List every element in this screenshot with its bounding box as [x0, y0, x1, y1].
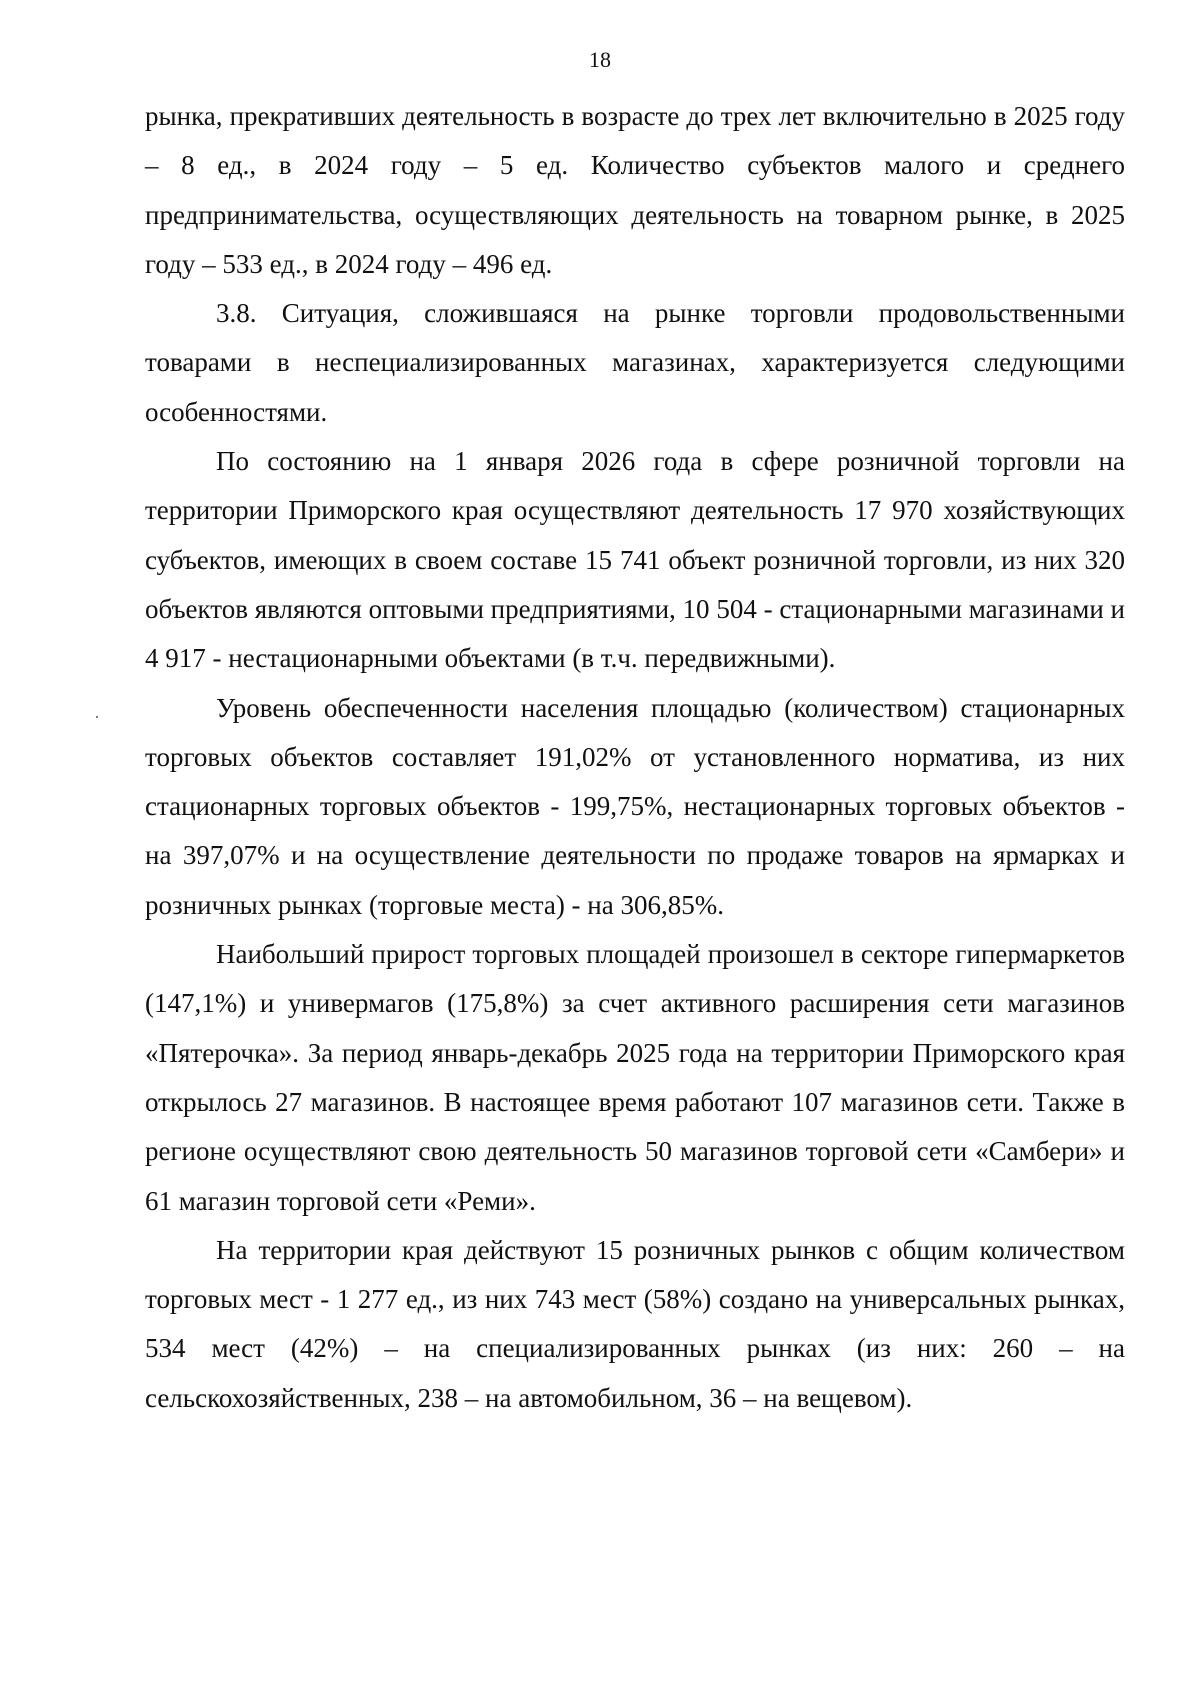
paragraph-provision-level: Уровень обеспеченности населения площадью (количеством) стационарных торговых объектов составляет 191,02% от установленного норматива, из них стационарных торговых объектов - 199,75%, нестационарных торговых объектов - на 397,07% и на осуществление деятельности по продаже товаров на ярмарках и розничных рынках (торговые места) - на 306,85%. [145, 692, 1125, 920]
paragraph-section-3-8: 3.8. Ситуация, сложившаяся на рынке торговли продовольственными товарами в неспециализированных магазинах, характеризуется следующими особенностями. [145, 298, 1125, 427]
scan-speck [96, 716, 98, 718]
paragraph-retail-markets: На территории края действуют 15 розничных рынков с общим количеством торговых мест - 1 277 ед., из них 743 мест (58%) создано на универсальных рынках, 534 мест (42%) – на специализированных рынках (из них: 260 – на сельскохозяйственных, 238 – на автомобильном, 36 – на вещевом). [145, 1234, 1125, 1413]
paragraph-retail-space-growth: Наибольший прирост торговых площадей произошел в секторе гипермаркетов (147,1%) и универмагов (175,8%) за счет активного расширения сети магазинов «Пятерочка». За период январь-декабрь 2025 года на территории Приморского края открылось 27 магазинов. В настоящее время работают 107 магазинов сети. Также в регионе осуществляют свою деятельность 50 магазинов торговой сети «Самбери» и 61 магазин торговой сети «Реми». [145, 939, 1125, 1216]
paragraph-continuation: рынка, прекративших деятельность в возрасте до трех лет включительно в 2025 году – 8 ед., в 2024 году – 5 ед. Количество субъектов малого и среднего предпринимательства, осуществляющих деятельность на товарном рынке, в 2025 году – 533 ед., в 2024 году – 496 ед. [145, 101, 1125, 279]
page-number: 18 [589, 47, 611, 72]
document-body [145, 92, 1125, 1423]
paragraph-retail-entities: По состоянию на 1 января 2026 года в сфере розничной торговли на территории Приморского края осуществляют деятельность 17 970 хозяйствующих субъектов, имеющих в своем составе 15 741 объект розничной торговли, из них 320 объектов являются оптовыми предприятиями, 10 504 - стационарными магазинами и 4 917 - нестационарными объектами (в т.ч. передвижными). [145, 446, 1125, 674]
